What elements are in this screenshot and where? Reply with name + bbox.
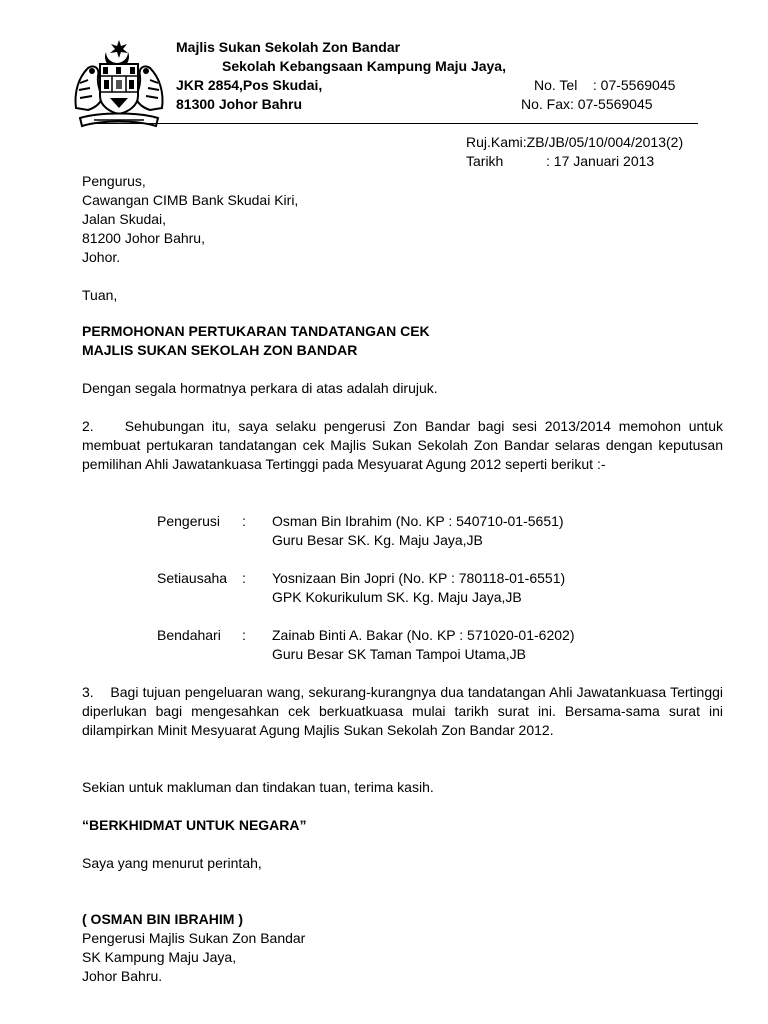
signature-line: Pengerusi Majlis Sukan Zon Bandar: [82, 930, 306, 946]
yours-faithfully: Saya yang menurut perintah,: [82, 855, 262, 871]
signatory-position: Guru Besar SK. Kg. Maju Jaya,JB: [272, 532, 483, 548]
recipient-line: Jalan Skudai,: [82, 211, 167, 227]
recipient-line: Cawangan CIMB Bank Skudai Kiri,: [82, 192, 299, 208]
motto: “BERKHIDMAT UNTUK NEGARA”: [82, 817, 307, 833]
recipient-line: Johor.: [82, 249, 121, 265]
letterhead-fax: No. Fax: 07-5569045: [521, 96, 653, 112]
signatory-role: Pengerusi: [157, 513, 221, 529]
reference-number: Ruj.Kami:ZB/JB/05/10/004/2013(2): [466, 134, 684, 150]
signatory-position: GPK Kokurikulum SK. Kg. Maju Jaya,JB: [272, 589, 522, 605]
date-label: Tarikh: [466, 153, 504, 169]
recipient-line: 81200 Johor Bahru,: [82, 230, 205, 246]
signature-line: SK Kampung Maju Jaya,: [82, 949, 237, 965]
signatory-position: Guru Besar SK Taman Tampoi Utama,JB: [272, 646, 526, 662]
signatory-name: Zainab Binti A. Bakar (No. KP : 571020-01-6202): [272, 627, 575, 643]
letterhead-address-line2: 81300 Johor Bahru: [176, 96, 303, 112]
letterhead-divider: [97, 123, 698, 124]
subject-line: MAJLIS SUKAN SEKOLAH ZON BANDAR: [82, 342, 358, 358]
signatory-name: Yosnizaan Bin Jopri (No. KP : 780118-01-6551): [272, 570, 566, 586]
signatory-role: Bendahari: [157, 627, 221, 643]
signatory-colon: :: [242, 570, 246, 586]
signature-line: Johor Bahru.: [82, 968, 163, 984]
letterhead-org-name: Majlis Sukan Sekolah Zon Bandar: [176, 39, 401, 55]
date-value: : 17 Januari 2013: [546, 153, 655, 169]
paragraph-2: 2. Sehubungan itu, saya selaku pengerusi Zon Bandar bagi sesi 2013/2014 memohon untuk membuat pertukaran tandatangan cek Majlis Sukan Sekolah Zon Bandar selaras dengan keputusan pemilihan Ahli Jawatankuasa Tertinggi pada Mesyuarat Agung 2012 seperti berikut :-: [82, 418, 723, 472]
closing-remark: Sekian untuk makluman dan tindakan tuan, terima kasih.: [82, 779, 434, 795]
intro-paragraph: Dengan segala hormatnya perkara di atas adalah dirujuk.: [82, 380, 438, 396]
letterhead-school-name: Sekolah Kebangsaan Kampung Maju Jaya,: [222, 58, 506, 74]
signatory-colon: :: [242, 513, 246, 529]
signatory-full-name: ( OSMAN BIN IBRAHIM ): [82, 911, 243, 927]
recipient-line: Pengurus,: [82, 173, 146, 189]
signatory-colon: :: [242, 627, 246, 643]
letterhead-address-line1: JKR 2854,Pos Skudai,: [176, 77, 323, 93]
paragraph-3: 3. Bagi tujuan pengeluaran wang, sekurang-kurangnya dua tandatangan Ahli Jawatankuasa Tertinggi diperlukan bagi mengesahkan cek berkuatkuasa mulai tarikh surat ini. Bersama-sama surat ini dilampirkan Minit Mesyuarat Agung Majlis Sukan Sekolah Zon Bandar 2012.: [82, 684, 723, 738]
salutation: Tuan,: [82, 287, 118, 303]
malaysia-coat-of-arms-icon: [70, 38, 168, 128]
subject-line: PERMOHONAN PERTUKARAN TANDATANGAN CEK: [82, 323, 430, 339]
letterhead-tel: No. Tel : 07-5569045: [534, 77, 676, 93]
signatory-role: Setiausaha: [157, 570, 228, 586]
signatory-name: Osman Bin Ibrahim (No. KP : 540710-01-5651): [272, 513, 564, 529]
